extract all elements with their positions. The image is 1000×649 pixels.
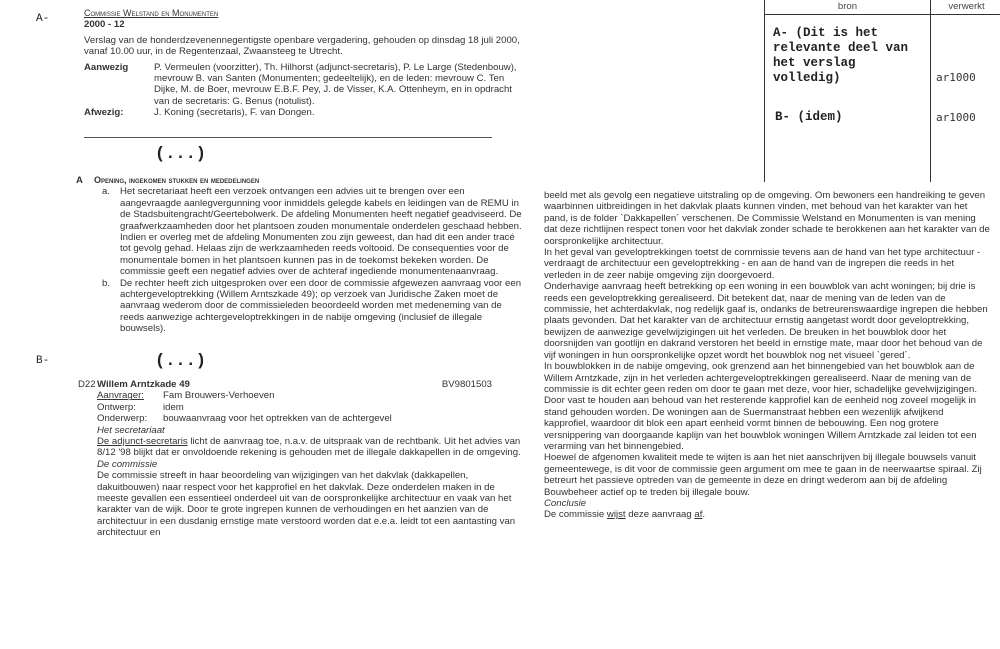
section-letter: A bbox=[76, 175, 83, 186]
commission-continuation bbox=[544, 190, 990, 521]
table-divider bbox=[930, 0, 931, 182]
field-label: Aanvrager: bbox=[97, 390, 144, 402]
present-row bbox=[84, 62, 522, 108]
commission-text: De commissie streeft in haar beoordeling van wijzigingen van het dakvlak (dakkapellen, dakuitbouwen) naar respect voor het kapprofiel en het dakvlak. Deze onderdelen maken in de meeste gevallen een essentieel onderdeel uit van de oorspronkelijke architectuur en vaak van het karakter van de wijk. Door te grote ingrepen kunnen de verhoudingen en het aanzien van de architectuur in een dusdanig ernstige mate verstoord worden dat e.e.a. leidt tot een aantasting van architectuur en bbox=[97, 470, 516, 539]
conclusion-verb: wijst bbox=[606, 509, 626, 521]
margin-note-a: A- bbox=[36, 13, 50, 25]
conclusion-part: . bbox=[702, 509, 706, 521]
absent-label: Afwezig: bbox=[84, 107, 124, 119]
column-header-processed: verwerkt bbox=[948, 1, 985, 12]
absent-list: J. Koning (secretaris), F. van Dongen. bbox=[154, 107, 315, 119]
conclusion-text bbox=[544, 509, 990, 520]
paragraph: In het geval van geveloptrekkingen toetst de commissie tevens aan de hand van het type architectuur - verdraagt de architectuur een geveloptrekking - en aan de hand van de ingrepen die reeds in het verleden in de zeer nabije omgeving zijn doorgevoerd. bbox=[544, 247, 981, 281]
report-intro: Verslag van de honderdzevenennegentigste openbare vergadering, gehouden op dinsdag 18 juli 2000, vanaf 10.00 uur, in de Regentenzaal, Zwaansteeg te Utrecht. bbox=[84, 34, 520, 58]
paragraph: In bouwblokken in de nabije omgeving, ook grenzend aan het binnengebied van het bouwblok aan de Willem Arntzkade, zijn in het verleden achtergeveloptrekkingen gerealiseerd. Naar de mening van de commissie is dit echter geen reden om door te gaan met deze, voor hier, schadelijke gevelwijzigingen. Door vast te houden aan behoud van het resterende kapprofiel kan de eenheid nog zoveel mogelijk in stand gehouden worden. De woningen aan de Suermanstraat hebben een wezenlijk afwijkend kapprofiel, waardoor dit blok een apart eenheid vormt binnen de bebouwing. Een nog grotere versnippering van doorgaande kaplijn van het bouwblok woningen Willem Arntzkade zal leiden tot een verarming van het binnengebied. bbox=[544, 361, 978, 452]
section-title: Opening, ingekomen stukken en mededelingen bbox=[94, 175, 260, 185]
section-a bbox=[76, 175, 526, 335]
item-marker: a. bbox=[102, 186, 111, 198]
case-code: D22 bbox=[78, 379, 96, 390]
source-cell: A- (Dit is het relevante deel van het verslag volledig) bbox=[773, 26, 909, 85]
report-header bbox=[84, 8, 522, 119]
item-text: Het secretariaat heeft een verzoek ontvangen een advies uit te brengen over een aangevraagde aanlegvergunning voor inmiddels gelegde kabels en leidingen van de REMU in de Stadsbuitengracht/Geertebolwerk. De afdeling Monumenten heeft negatief geadviseerd. De graafwerkzaamheden door het plantsoen zouden monumentale onderdelen geschaad hebben. Indien er overleg met de afdeling Monumenten zou zijn geweest, dan had dit een ander tracé tot gevolg gehad. Helaas zijn de werkzaamheden reeds voltooid. De consequenties voor de monumentale bomen in het plantsoen kunnen pas in de toekomst bekeken worden. De commissie geeft een negatief advies over de achteraf ingediende monumentenaanvraag. bbox=[120, 186, 522, 278]
secretariat-subject: De adjunct-secretaris bbox=[97, 436, 188, 448]
report-number: 2000 - 12 bbox=[84, 19, 125, 31]
item-marker: b. bbox=[102, 277, 111, 289]
field-value: idem bbox=[163, 401, 184, 413]
conclusion-heading: Conclusie bbox=[544, 497, 587, 509]
conclusion-part: deze aanvraag bbox=[625, 509, 695, 521]
source-table bbox=[764, 0, 1000, 182]
field-value: bouwaanvraag voor het optrekken van de achtergevel bbox=[163, 413, 392, 425]
absent-row bbox=[84, 107, 522, 118]
processed-cell: ar1000 bbox=[936, 111, 976, 124]
secretariat-body: licht de aanvraag toe, n.a.v. de uitspraak van de rechtbank. Uit het advies van 8/12 '98 blijkt dat er onvoldoende rekening is gehouden met de illegale dakkapellen in de omgeving. bbox=[97, 436, 521, 459]
organization-name: Commissie Welstand en Monumenten bbox=[84, 8, 219, 18]
table-divider bbox=[765, 14, 1000, 15]
paragraph: Onderhavige aanvraag heeft betrekking op een woning in een bouwblok van acht woningen; bij drie is reeds een geveloptrekking gerealiseerd. Dit betekent dat, naar de mening van de leden van de commissie, het achterdakvlak, nog redelijk gaaf is, ondanks de betreurenswaardige ingrepen die hebben plaats gevonden. Dat het karakter van de architectuur ernstig aangetast wordt door geveloptrekking, bewijzen de aanwezige gevelwijzigingen uit het verleden. De breuken in het bouwblok door het doorsnijden van gootlijn en dakrand verstoren het beeld in ernstige mate, maar door het behoud van de vijf woningen in hun oorspronkelijke opzet wordt het bouwblok nog net visueel `gered´. bbox=[544, 281, 988, 361]
paragraph: beeld met als gevolg een negatieve uitstraling op de omgeving. Om bewoners een handreiking te geven waarbinnen uitbreidingen in het dakvlak plaats kunnen vinden, met behoud van het karakter van het pand, is de folder `Dakkapellen´ verschenen. De Commissie Welstand en Monumenten is van mening dat deze richtlijnen respect tonen voor het dakvlak zonder schade te berokkenen aan het karakter van de oorspronkelijke architectuur. bbox=[544, 190, 990, 247]
commission-heading: De commissie bbox=[97, 458, 158, 470]
secretariat-text bbox=[97, 436, 522, 459]
header-divider bbox=[84, 137, 492, 138]
present-label: Aanwezig bbox=[84, 61, 129, 73]
omission-marker: (...) bbox=[155, 145, 207, 164]
field-label: Onderwerp: bbox=[97, 413, 148, 425]
source-cell: B- (idem) bbox=[775, 110, 843, 124]
processed-cell: ar1000 bbox=[936, 71, 976, 84]
field-label: Ontwerp: bbox=[97, 401, 136, 413]
conclusion-part: De commissie bbox=[544, 509, 607, 521]
case-title: Willem Arntzkade 49 bbox=[97, 379, 190, 390]
item-text: De rechter heeft zich uitgesproken over een door de commissie afgewezen aanvraag voor een achtergeveloptrekking (Willem Arntszkade 49); op verzoek van Juridische Zaken moet de aanvraag wederom door de commissieleden beoordeeld worden met medeneming van de reeds aanwezige achtergeveloptrekkingen in de nabije omgeving (inclusief de illegale bouwsels). bbox=[120, 277, 522, 335]
present-list: P. Vermeulen (voorzitter), Th. Hilhorst (adjunct-secretaris), P. Le Large (Stedenbouw), mevrouw B. van Santen (Monumenten; gedeeltelijk), en de leden: mevrouw C. Ten Dijke, M. de Boer, mevrouw E.B.F. Pey, J. de Visser, K.A. Ottenheym, en in opdracht van de secretaris: G. Benus (notulist). bbox=[154, 61, 517, 107]
column-header-source: bron bbox=[837, 1, 858, 12]
secretariat-heading: Het secretariaat bbox=[97, 424, 165, 436]
field-value: Fam Brouwers-Verhoeven bbox=[163, 390, 275, 402]
list-item bbox=[76, 278, 526, 335]
case-item bbox=[78, 379, 522, 539]
case-reference: BV9801503 bbox=[441, 379, 492, 390]
list-item bbox=[76, 186, 526, 277]
paragraph: Hoewel de afgenomen kwaliteit mede te wijten is aan het niet aanschrijven bij illegale bouwsels vanuit gemeentewege, is dit voor de commissie geen argument om mee te gaan in de neerwaartse spiraal. Zij betreurt het passieve optreden van de gemeente in deze en dringt wederom aan bij de afdeling Bouwbeheer actief op te treden bij illegale bouw. bbox=[544, 452, 982, 498]
omission-marker: (...) bbox=[155, 352, 207, 371]
margin-note-b: B- bbox=[36, 355, 50, 367]
conclusion-af: af bbox=[694, 509, 703, 521]
